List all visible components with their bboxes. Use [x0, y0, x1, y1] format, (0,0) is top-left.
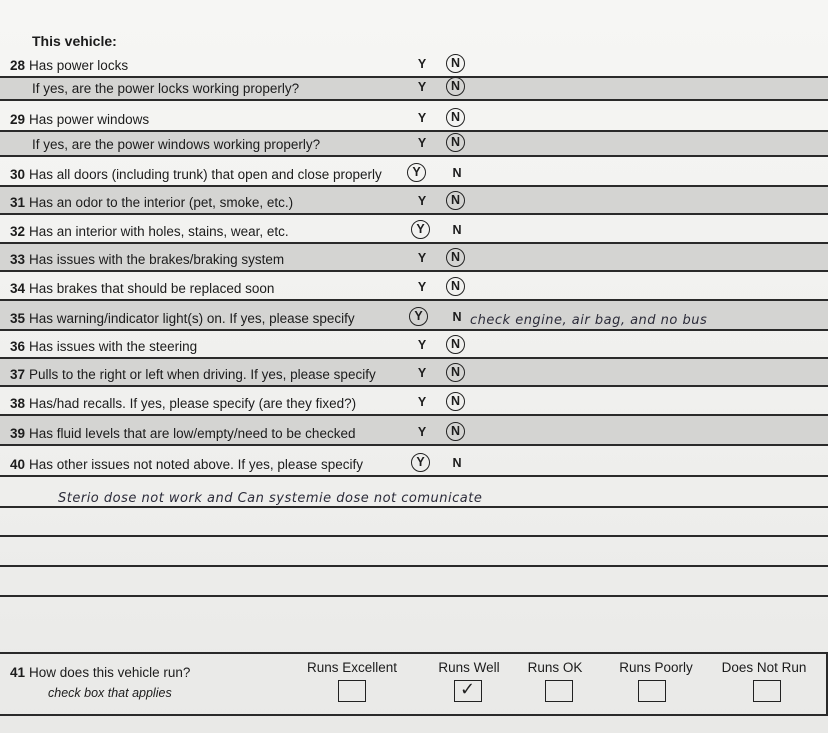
question-number: 34 [10, 281, 26, 296]
q41-question [10, 665, 190, 680]
question-text [10, 252, 284, 267]
question-label: Has power locks [29, 58, 129, 73]
question-number: 32 [10, 224, 26, 239]
question-row [0, 160, 828, 187]
yes-option[interactable]: Y [417, 425, 427, 439]
yes-option[interactable]: Y [417, 251, 427, 265]
question-text [10, 195, 293, 210]
question-label: Pulls to the right or left when driving. If yes, please specify [29, 367, 376, 382]
no-option[interactable]: N [446, 335, 465, 354]
yes-option[interactable]: Y [411, 220, 430, 239]
question-number: 33 [10, 252, 26, 267]
q41-instruction: check box that applies [48, 686, 172, 700]
question-row [0, 78, 828, 101]
question-label: Has all doors (including trunk) that open and close properly [29, 167, 382, 182]
no-option[interactable]: N [452, 310, 462, 324]
question-row [0, 215, 828, 244]
question-row [0, 187, 828, 215]
question-text [10, 339, 197, 354]
question-label: Has/had recalls. If yes, please specify (are they fixed?) [29, 396, 357, 411]
yes-option[interactable]: Y [417, 111, 427, 125]
row-divider [0, 99, 828, 101]
question-row [0, 359, 828, 387]
no-option[interactable]: N [446, 108, 465, 127]
question-row [0, 132, 828, 157]
question-number: 30 [10, 167, 26, 182]
row-divider [0, 155, 828, 157]
question-label: Has an odor to the interior (pet, smoke, etc.) [29, 195, 294, 210]
checkbox-runs-ok[interactable] [545, 680, 573, 702]
checkbox-runs-poorly[interactable] [638, 680, 666, 702]
question-number: 37 [10, 367, 26, 382]
no-option[interactable]: N [452, 456, 462, 470]
no-option[interactable]: N [446, 277, 465, 296]
question-row [0, 244, 828, 272]
row-divider [0, 475, 828, 477]
question-row [0, 110, 828, 132]
question-row [0, 272, 828, 301]
question-row [0, 387, 828, 416]
yes-option[interactable]: Y [407, 163, 426, 182]
question-label: Has an interior with holes, stains, wear, etc. [29, 224, 289, 239]
question-label: If yes, are the power locks working properly? [32, 81, 300, 96]
question-label: Has fluid levels that are low/empty/need to be checked [29, 426, 356, 441]
question-text [10, 112, 149, 127]
option-label-runs-well: Runs Well [438, 660, 500, 675]
yes-option[interactable]: Y [411, 453, 430, 472]
q41-text: How does this vehicle run? [29, 665, 191, 680]
question-number: 36 [10, 339, 26, 354]
q41-number: 41 [10, 665, 26, 680]
no-option[interactable]: N [446, 54, 465, 73]
question-number: 39 [10, 426, 26, 441]
question-number: 40 [10, 457, 26, 472]
option-label-runs-ok: Runs OK [527, 660, 583, 675]
question-number: 31 [10, 195, 26, 210]
question-text [10, 311, 355, 326]
question-row [0, 416, 828, 446]
yes-option[interactable]: Y [417, 57, 427, 71]
question-label: Has issues with the brakes/braking system [29, 252, 285, 267]
no-option[interactable]: N [446, 248, 465, 267]
question-label: Has other issues not noted above. If yes, please specify [29, 457, 363, 472]
no-option[interactable]: N [452, 166, 462, 180]
yes-option[interactable]: Y [417, 194, 427, 208]
question-text [10, 367, 376, 382]
no-option[interactable]: N [446, 133, 465, 152]
question-text [10, 224, 289, 239]
question-row [0, 56, 828, 78]
no-option[interactable]: N [446, 422, 465, 441]
question-label: If yes, are the power windows working properly? [32, 137, 321, 152]
question-row [0, 446, 828, 477]
checkbox-runs-well[interactable] [454, 680, 482, 702]
question-label: Has power windows [29, 112, 150, 127]
question-text [10, 457, 363, 472]
yes-option[interactable]: Y [417, 136, 427, 150]
question-number: 35 [10, 311, 26, 326]
q35-handwritten-note: check engine, air bag, and no bus [470, 313, 708, 328]
option-label-runs-excellent: Runs Excellent [306, 660, 398, 675]
no-option[interactable]: N [446, 191, 465, 210]
question-row [0, 331, 828, 359]
yes-option[interactable]: Y [417, 395, 427, 409]
question-label: Has issues with the steering [29, 339, 198, 354]
question-text [32, 81, 299, 96]
check-mark-icon: ✓ [460, 679, 476, 699]
question-number: 28 [10, 58, 26, 73]
question-text [10, 58, 128, 73]
question-number: 38 [10, 396, 26, 411]
blank-line-4 [0, 595, 828, 597]
no-option[interactable]: N [446, 363, 465, 382]
yes-option[interactable]: Y [417, 366, 427, 380]
question-label: Has warning/indicator light(s) on. If yes, please specify [29, 311, 355, 326]
question-text [10, 426, 355, 441]
question-number: 29 [10, 112, 26, 127]
blank-line-3 [0, 565, 828, 567]
option-label-runs-poorly: Runs Poorly [619, 660, 693, 675]
checkbox-runs-excellent[interactable] [338, 680, 366, 702]
yes-option[interactable]: Y [417, 280, 427, 294]
checkbox-does-not-run[interactable] [753, 680, 781, 702]
no-option[interactable]: N [446, 392, 465, 411]
blank-line-2 [0, 535, 828, 537]
no-option[interactable]: N [452, 223, 462, 237]
yes-option[interactable]: Y [417, 80, 427, 94]
blank-line-1 [0, 506, 828, 508]
q40-handwritten-note: Sterio dose not work and Can systemie dose not comunicate [58, 491, 483, 506]
question-label: Has brakes that should be replaced soon [29, 281, 275, 296]
yes-option[interactable]: Y [417, 338, 427, 352]
question-text [10, 281, 274, 296]
question-text [32, 137, 320, 152]
question-text [10, 396, 356, 411]
option-label-does-not-run: Does Not Run [721, 660, 807, 675]
question-text [10, 167, 382, 182]
yes-option[interactable]: Y [409, 307, 428, 326]
section-title: This vehicle: [32, 33, 117, 49]
no-option[interactable]: N [446, 77, 465, 96]
